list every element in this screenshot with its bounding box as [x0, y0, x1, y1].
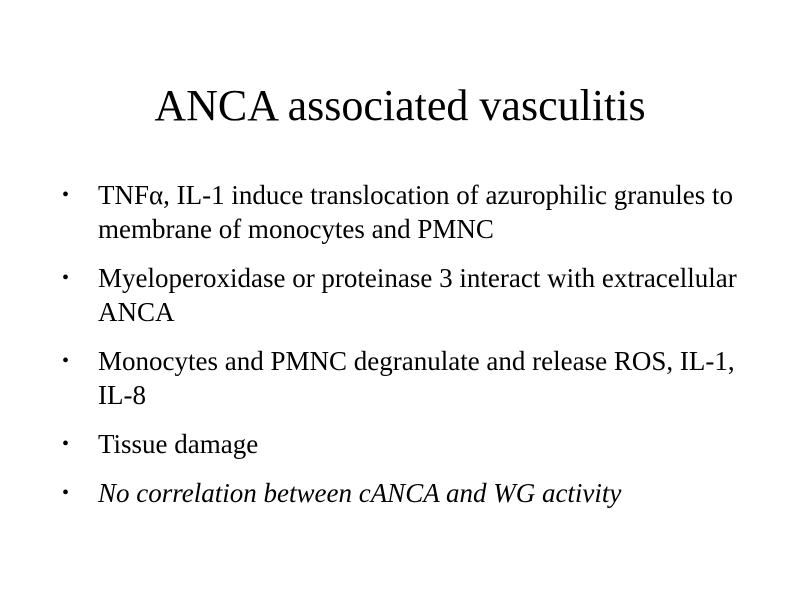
- bullet-icon: •: [62, 184, 70, 206]
- bullet-list: [62, 178, 752, 525]
- bullet-item-3: [62, 344, 752, 412]
- bullet-icon: •: [62, 267, 70, 289]
- bullet-icon: •: [62, 482, 70, 504]
- bullet-item-4: [62, 427, 752, 461]
- bullet-text: Myeloperoxidase or proteinase 3 interact with extracellular ANCA: [98, 263, 737, 327]
- bullet-item-5: [62, 476, 752, 510]
- slide-title: ANCA associated vasculitis: [154, 81, 646, 130]
- bullet-text: Tissue damage: [98, 429, 259, 459]
- bullet-text: Monocytes and PMNC degranulate and release ROS, IL-1, IL-8: [98, 346, 735, 410]
- bullet-icon: •: [62, 433, 70, 455]
- bullet-icon: •: [62, 350, 70, 372]
- bullet-item-2: [62, 261, 752, 329]
- bullet-item-1: [62, 178, 752, 246]
- bullet-text: TNFα, IL-1 induce translocation of azurophilic granules to membrane of monocytes and PMNC: [98, 180, 733, 244]
- bullet-text: No correlation between cANCA and WG activity: [98, 478, 622, 508]
